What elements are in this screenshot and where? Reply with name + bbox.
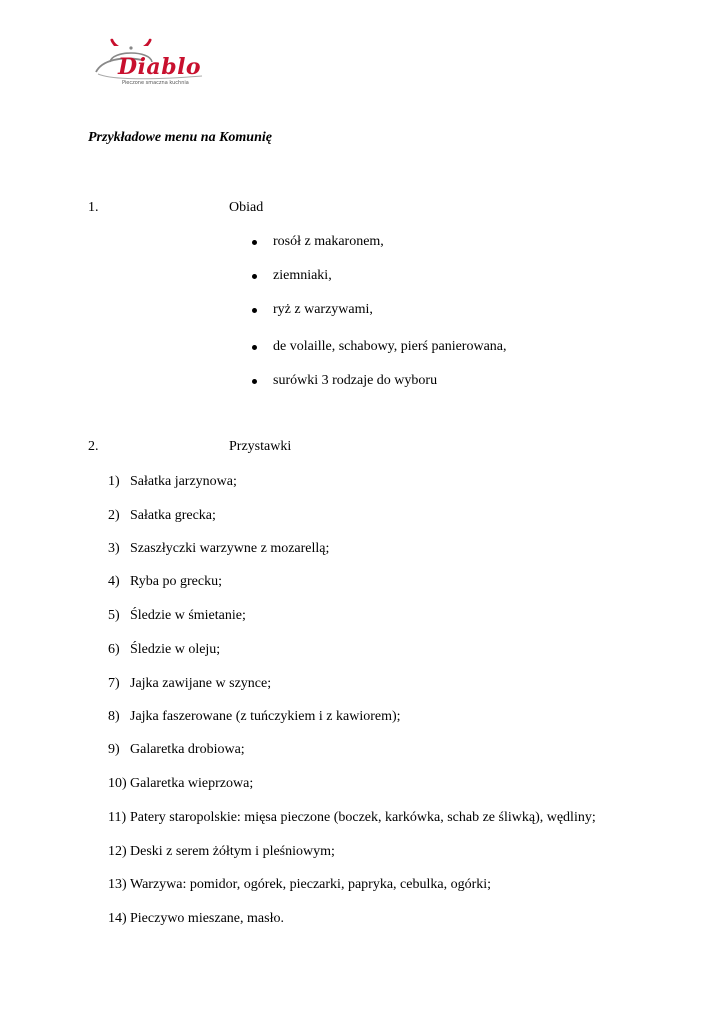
list-item-text: Sałatka grecka;: [130, 508, 216, 523]
list-item-number: 5): [108, 608, 120, 623]
bullet-icon: [252, 345, 257, 350]
list-item-number: 10): [108, 776, 127, 791]
list-item-text: Pieczywo mieszane, masło.: [130, 911, 284, 926]
page-title: Przykładowe menu na Komunię: [88, 130, 272, 145]
list-item-text: Warzywa: pomidor, ogórek, pieczarki, papryka, cebulka, ogórki;: [130, 877, 492, 892]
list-item-text: Ryba po grecku;: [130, 574, 222, 589]
logo-brand: Diablo: [118, 54, 202, 80]
bullet-icon: [252, 274, 257, 279]
section-name: Obiad: [229, 200, 264, 215]
diablo-logo: [92, 38, 212, 92]
list-item-number: 6): [108, 642, 120, 657]
list-item-text: Galaretka drobiowa;: [130, 742, 245, 757]
list-item-number: 4): [108, 574, 120, 589]
list-item-number: 11): [108, 810, 127, 825]
bullet-icon: [252, 240, 257, 245]
list-item-text: Śledzie w oleju;: [130, 642, 221, 657]
list-item-number: 3): [108, 541, 120, 556]
list-item-text: surówki 3 rodzaje do wyboru: [273, 373, 438, 388]
section-heading-obiad: [0, 200, 724, 220]
list-item-number: 2): [108, 508, 120, 523]
list-item-text: Jajka faszerowane (z tuńczykiem i z kawiorem);: [130, 709, 401, 724]
section-number: 2.: [88, 439, 99, 454]
list-item-text: Śledzie w śmietanie;: [130, 608, 246, 623]
list-item-text: de volaille, schabowy, pierś panierowana,: [273, 339, 507, 354]
list-item-number: 7): [108, 676, 120, 691]
section-heading-przystawki: [0, 439, 724, 459]
list-item-text: Galaretka wieprzowa;: [130, 776, 254, 791]
list-item-number: 14): [108, 911, 127, 926]
list-item-number: 12): [108, 844, 127, 859]
bullet-icon: [252, 379, 257, 384]
section-number: 1.: [88, 200, 99, 215]
list-item-text: ryż z warzywami,: [273, 302, 373, 317]
list-item-text: Patery staropolskie: mięsa pieczone (boczek, karkówka, schab ze śliwką), wędliny;: [130, 810, 596, 825]
list-item-text: ziemniaki,: [273, 268, 332, 283]
list-item-number: 8): [108, 709, 120, 724]
bullet-icon: [252, 308, 257, 313]
list-item-text: Sałatka jarzynowa;: [130, 474, 237, 489]
list-item-text: Deski z serem żółtym i pleśniowym;: [130, 844, 335, 859]
list-item-number: 9): [108, 742, 120, 757]
list-item-text: rosół z makaronem,: [273, 234, 384, 249]
logo-tagline: Pieczone smaczna kuchnia: [122, 80, 189, 86]
list-item-text: Szaszłyczki warzywne z mozarellą;: [130, 541, 330, 556]
list-item-text: Jajka zawijane w szynce;: [130, 676, 272, 691]
list-item-number: 13): [108, 877, 127, 892]
section-name: Przystawki: [229, 439, 292, 454]
list-item-number: 1): [108, 474, 120, 489]
